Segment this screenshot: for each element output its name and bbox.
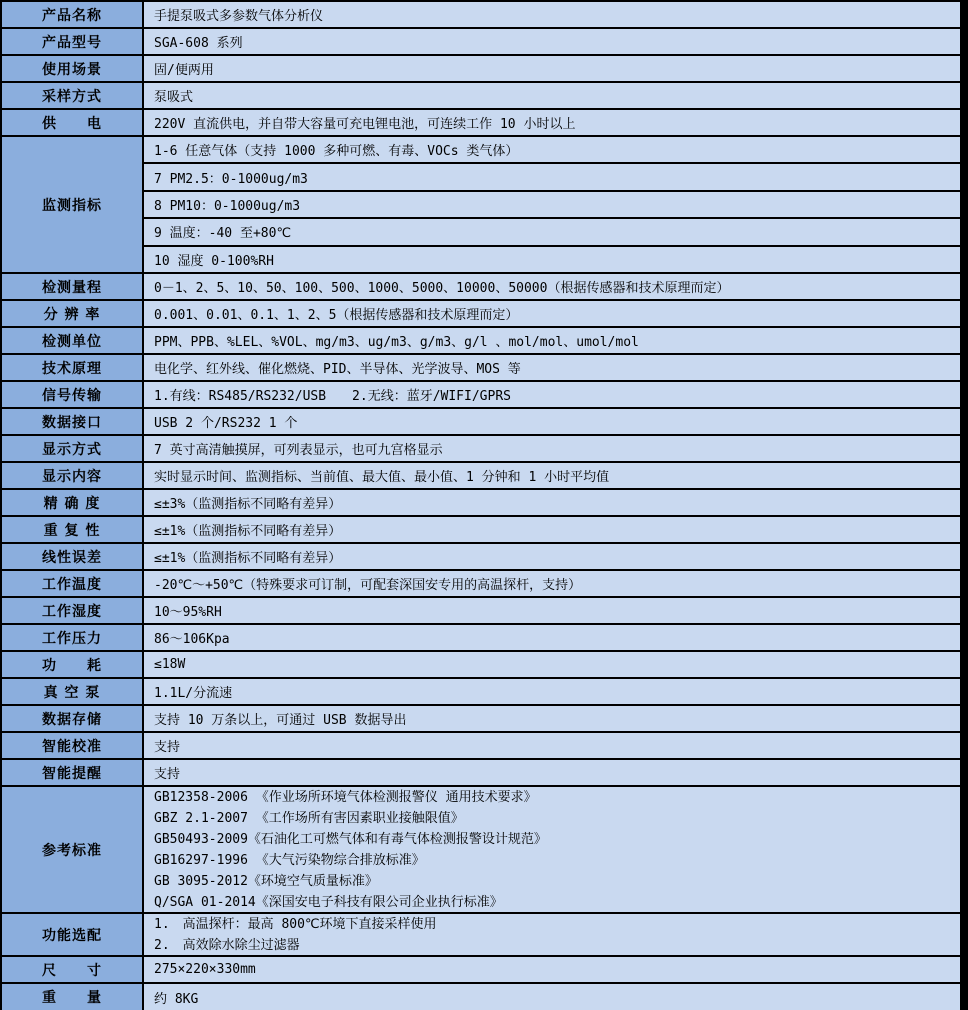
spec-row-data-storage <box>2 706 960 733</box>
row-value: 86～106Kpa <box>144 625 960 650</box>
spec-row-accuracy <box>2 490 960 517</box>
monitoring-indicator-item: 1-6 任意气体（支持 1000 多种可燃、有毒、VOCs 类气体） <box>144 137 960 164</box>
row-label: 智能校准 <box>2 733 144 758</box>
row-value: 10～95%RH <box>144 598 960 623</box>
row-label: 采样方式 <box>2 83 144 108</box>
optional-feature-item: 2. 高效除水除尘过滤器 <box>154 937 300 953</box>
reference-standard-list <box>144 787 960 912</box>
row-label: 检测单位 <box>2 328 144 353</box>
monitoring-indicator-item: 8 PM10：0-1000ug/m3 <box>144 192 960 219</box>
spec-row-weight <box>2 984 960 1010</box>
row-label: 数据存储 <box>2 706 144 731</box>
row-value: 手提泵吸式多参数气体分析仪 <box>144 2 960 27</box>
reference-standard-item: GB12358-2006 《作业场所环境气体检测报警仪 通用技术要求》 <box>154 789 537 805</box>
spec-row-reference-standards <box>2 787 960 914</box>
row-value: USB 2 个/RS232 1 个 <box>144 409 960 434</box>
spec-row-smart-reminder <box>2 760 960 787</box>
row-value: ≤18W <box>144 652 960 677</box>
row-label: 工作压力 <box>2 625 144 650</box>
spec-row-working-humidity <box>2 598 960 625</box>
row-value: 支持 <box>144 733 960 758</box>
row-value: 支持 <box>144 760 960 785</box>
row-label: 技术原理 <box>2 355 144 380</box>
monitoring-indicator-list <box>144 137 960 272</box>
row-value: ≤±3%（监测指标不同略有差异） <box>144 490 960 515</box>
spec-row-vacuum-pump <box>2 679 960 706</box>
spec-row-working-temperature <box>2 571 960 598</box>
monitoring-indicator-item: 7 PM2.5：0-1000ug/m3 <box>144 164 960 191</box>
spec-row-detection-unit <box>2 328 960 355</box>
row-label: 分 辨 率 <box>2 301 144 326</box>
row-label: 重 复 性 <box>2 517 144 542</box>
reference-standard-item: Q/SGA 01-2014《深国安电子科技有限公司企业执行标准》 <box>154 894 503 910</box>
row-label: 使用场景 <box>2 56 144 81</box>
spec-row-display-mode <box>2 436 960 463</box>
spec-row-technical-principle <box>2 355 960 382</box>
row-label: 功 耗 <box>2 652 144 677</box>
row-value: 1.有线：RS485/RS232/USB 2.无线：蓝牙/WIFI/GPRS <box>144 382 960 407</box>
row-value: 1.1L/分流速 <box>144 679 960 704</box>
spec-row-optional-features <box>2 914 960 957</box>
reference-standard-item: GB 3095-2012《环境空气质量标准》 <box>154 873 378 889</box>
row-label: 智能提醒 <box>2 760 144 785</box>
spec-row-linearity-error <box>2 544 960 571</box>
row-value: SGA-608 系列 <box>144 29 960 54</box>
row-value: 0.001、0.01、0.1、1、2、5（根据传感器和技术原理而定） <box>144 301 960 326</box>
row-label: 线性误差 <box>2 544 144 569</box>
row-label: 检测量程 <box>2 274 144 299</box>
reference-standard-item: GBZ 2.1-2007 《工作场所有害因素职业接触限值》 <box>154 810 464 826</box>
reference-standard-item: GB16297-1996 《大气污染物综合排放标准》 <box>154 852 425 868</box>
row-label: 监测指标 <box>2 137 144 272</box>
row-label: 精 确 度 <box>2 490 144 515</box>
row-label: 功能选配 <box>2 914 144 955</box>
optional-feature-item: 1. 高温探杆：最高 800℃环境下直接采样使用 <box>154 916 437 932</box>
row-label: 重 量 <box>2 984 144 1010</box>
spec-row-product-model <box>2 29 960 56</box>
row-value: 泵吸式 <box>144 83 960 108</box>
row-label: 显示内容 <box>2 463 144 488</box>
row-label: 信号传输 <box>2 382 144 407</box>
spec-row-monitoring-indicators <box>2 137 960 274</box>
row-value: 约 8KG <box>144 984 960 1010</box>
spec-row-repeatability <box>2 517 960 544</box>
spec-row-product-name <box>2 2 960 29</box>
row-label: 显示方式 <box>2 436 144 461</box>
row-value: 220V 直流供电，并自带大容量可充电锂电池，可连续工作 10 小时以上 <box>144 110 960 135</box>
row-value: 7 英寸高清触摸屏，可列表显示，也可九宫格显示 <box>144 436 960 461</box>
row-label: 尺 寸 <box>2 957 144 982</box>
row-label: 工作湿度 <box>2 598 144 623</box>
reference-standard-item: GB50493-2009《石油化工可燃气体和有毒气体检测报警设计规范》 <box>154 831 547 847</box>
row-label: 供 电 <box>2 110 144 135</box>
spec-row-working-pressure <box>2 625 960 652</box>
row-value: ≤±1%（监测指标不同略有差异） <box>144 517 960 542</box>
spec-row-resolution <box>2 301 960 328</box>
spec-row-power-consumption <box>2 652 960 679</box>
monitoring-indicator-item: 9 温度：-40 至+80℃ <box>144 219 960 246</box>
row-value: 275×220×330mm <box>144 957 960 982</box>
row-label: 参考标准 <box>2 787 144 912</box>
spec-row-smart-calibration <box>2 733 960 760</box>
row-value: 支持 10 万条以上，可通过 USB 数据导出 <box>144 706 960 731</box>
row-value: 电化学、红外线、催化燃烧、PID、半导体、光学波导、MOS 等 <box>144 355 960 380</box>
row-label: 产品型号 <box>2 29 144 54</box>
monitoring-indicator-item: 10 湿度 0-100%RH <box>144 247 960 272</box>
row-value: 实时显示时间、监测指标、当前值、最大值、最小值、1 分钟和 1 小时平均值 <box>144 463 960 488</box>
row-label: 真 空 泵 <box>2 679 144 704</box>
spec-row-display-content <box>2 463 960 490</box>
optional-feature-list <box>144 914 960 955</box>
row-label: 数据接口 <box>2 409 144 434</box>
spec-row-signal-transmission <box>2 382 960 409</box>
spec-row-power-supply <box>2 110 960 137</box>
row-value: 0－1、2、5、10、50、100、500、1000、5000、10000、50000（根据传感器和技术原理而定） <box>144 274 960 299</box>
row-value: 固/便两用 <box>144 56 960 81</box>
spec-row-usage-scene <box>2 56 960 83</box>
spec-row-dimensions <box>2 957 960 984</box>
row-value: -20℃～+50℃（特殊要求可订制，可配套深国安专用的高温探杆，支持） <box>144 571 960 596</box>
row-label: 工作温度 <box>2 571 144 596</box>
spec-row-detection-range <box>2 274 960 301</box>
spec-row-data-interface <box>2 409 960 436</box>
row-value: ≤±1%（监测指标不同略有差异） <box>144 544 960 569</box>
row-value: PPM、PPB、%LEL、%VOL、mg/m3、ug/m3、g/m3、g/l 、mol/mol、umol/mol <box>144 328 960 353</box>
row-label: 产品名称 <box>2 2 144 27</box>
spec-row-sampling-method <box>2 83 960 110</box>
